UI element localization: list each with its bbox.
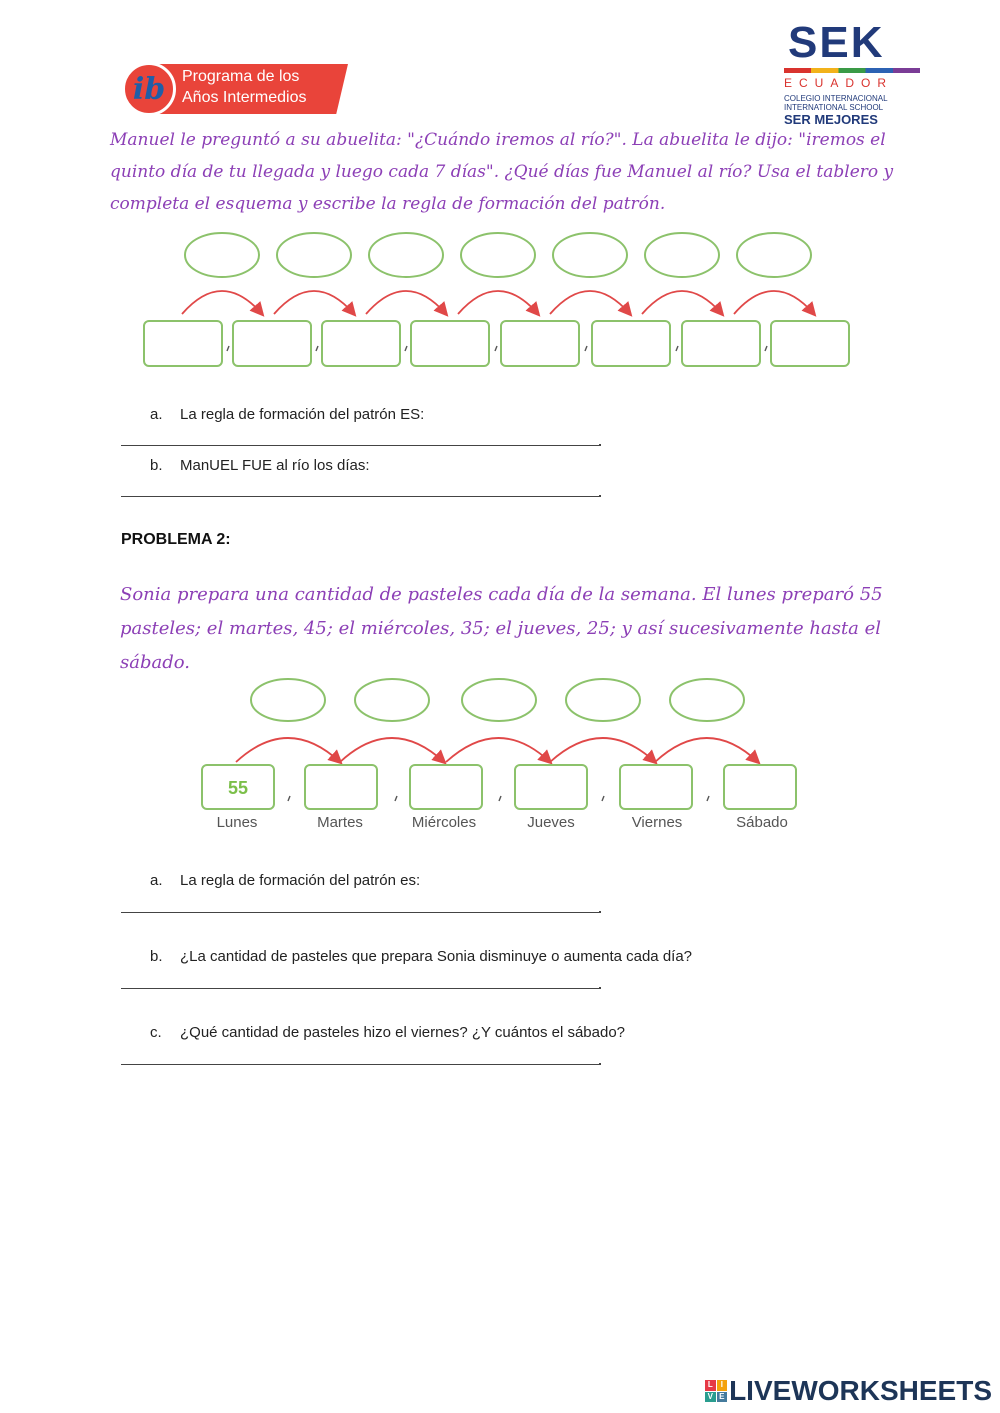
answer-line[interactable] [121,912,599,913]
badge-letter: I [717,1380,728,1391]
question-letter: a. [150,406,163,423]
difference-oval[interactable] [277,233,351,277]
question-letter: b. [150,457,163,474]
comma-separator [495,346,497,351]
difference-oval[interactable] [185,233,259,277]
ib-logo-line2: Años Intermedios [182,89,307,106]
answer-box[interactable] [620,765,692,809]
day-label-miercoles: Miércoles [411,814,477,831]
answer-line[interactable] [121,1064,599,1065]
step-arrow [182,291,262,314]
ib-logo-mark: ib [122,62,176,116]
step-arrow [642,291,722,314]
answer-line[interactable] [121,988,599,989]
comma-separator [585,346,587,351]
difference-oval[interactable] [670,679,744,721]
problem1-statement: Manuel le preguntó a su abuelita: "¿Cuándo iremos al río?". La abuelita le dijo: "iremos el quinto día de tu llegada y luego cada 7 días". ¿Qué días fue Manuel al río? Usa el tablero y completa el esquema y escribe la regla de formación del patrón. [110,130,894,214]
step-arrow [274,291,354,314]
question-text: ¿Qué cantidad de pasteles hizo el viernes? ¿Y cuántos el sábado? [180,1024,626,1041]
answer-box[interactable] [144,321,222,366]
ib-logo-line1: Programa de los [182,68,300,85]
problem2-question-b [150,948,692,965]
question-letter: c. [150,1024,162,1041]
badge-letter: V [705,1392,716,1403]
line-end-dot [599,495,601,497]
step-arrow [340,738,444,762]
step-arrow [446,738,550,762]
problem2-statement: Sonia prepara una cantidad de pasteles cada día de la semana. El lunes preparó 55 pasteles; el martes, 45; el miércoles, 35; el jueves, 25; y así sucesivamente hasta el sábado. [120,584,883,673]
comma-separator [602,796,604,801]
difference-oval[interactable] [737,233,811,277]
problem2-question-c [150,1024,625,1041]
comma-separator [765,346,767,351]
comma-separator [707,796,709,801]
question-text: ¿La cantidad de pasteles que prepara Sonia disminuye o aumenta cada día? [180,948,693,965]
problem2-heading: PROBLEMA 2: [121,531,231,548]
day-label-jueves: Jueves [527,814,575,831]
problem1-arrows [182,291,814,314]
line-end-dot [599,1063,601,1065]
comma-separator [405,346,407,351]
comma-separator [316,346,318,351]
problem1-boxes [144,321,849,366]
day-labels [217,814,788,831]
answer-line[interactable] [121,496,599,497]
answer-box[interactable] [411,321,489,366]
problem2-question-a [150,872,420,889]
problem2-arrows [236,738,758,762]
problem2-separators [288,796,709,801]
answer-box[interactable] [682,321,760,366]
day-label-sabado: Sábado [736,814,788,831]
badge-letter: E [717,1392,728,1403]
question-text: ManUEL FUE al río los días: [180,457,370,474]
answer-box[interactable] [592,321,670,366]
problem1-ovals [185,233,811,277]
answer-line[interactable] [121,445,599,446]
comma-separator [499,796,501,801]
answer-box[interactable] [724,765,796,809]
sek-logo-name: SEK [788,18,885,67]
difference-oval[interactable] [251,679,325,721]
step-arrow [458,291,538,314]
comma-separator [288,796,290,801]
step-arrow [366,291,446,314]
answer-box[interactable] [771,321,849,366]
answer-box[interactable] [410,765,482,809]
day-label-lunes: Lunes [216,814,258,831]
answer-box[interactable] [501,321,579,366]
difference-oval[interactable] [462,679,536,721]
question-letter: b. [150,948,163,965]
step-arrow [734,291,814,314]
problem1-separators [227,346,767,351]
answer-box[interactable] [305,765,377,809]
step-arrow [655,738,758,762]
line-end-dot [599,911,601,913]
difference-oval[interactable] [369,233,443,277]
problem2-ovals [251,679,744,721]
day-label-martes: Martes [317,814,363,831]
answer-box[interactable] [515,765,587,809]
difference-oval[interactable] [461,233,535,277]
sek-logo-subtitle-1: COLEGIO INTERNACIONAL [784,94,888,103]
sek-logo-country: ECUADOR [784,76,894,90]
question-text: La regla de formación del patrón ES: [180,406,425,423]
comma-separator [227,346,229,351]
comma-separator [395,796,397,801]
comma-separator [676,346,678,351]
sek-logo-motto: SER MEJORES [784,112,878,127]
liveworksheets-brand: LIVEWORKSHEETS [729,1375,992,1406]
difference-oval[interactable] [355,679,429,721]
difference-oval[interactable] [645,233,719,277]
liveworksheets-badge-icon [705,1380,727,1402]
day-label-viernes: Viernes [631,814,683,831]
line-end-dot [599,444,601,446]
sek-logo-subtitle-2: INTERNATIONAL SCHOOL [784,103,884,112]
badge-letter: L [705,1380,716,1391]
step-arrow [236,738,340,762]
question-text: La regla de formación del patrón es: [180,872,421,889]
problem1-question-b [150,457,370,474]
answer-box[interactable] [322,321,400,366]
problem2-boxes [202,765,796,809]
problem1-question-a [150,406,424,423]
line-end-dot [599,987,601,989]
answer-box[interactable] [233,321,311,366]
difference-oval[interactable] [566,679,640,721]
step-arrow [550,738,655,762]
first-value: 55 [227,778,249,798]
difference-oval[interactable] [553,233,627,277]
liveworksheets-footer [705,1375,992,1407]
step-arrow [550,291,630,314]
question-letter: a. [150,872,163,889]
